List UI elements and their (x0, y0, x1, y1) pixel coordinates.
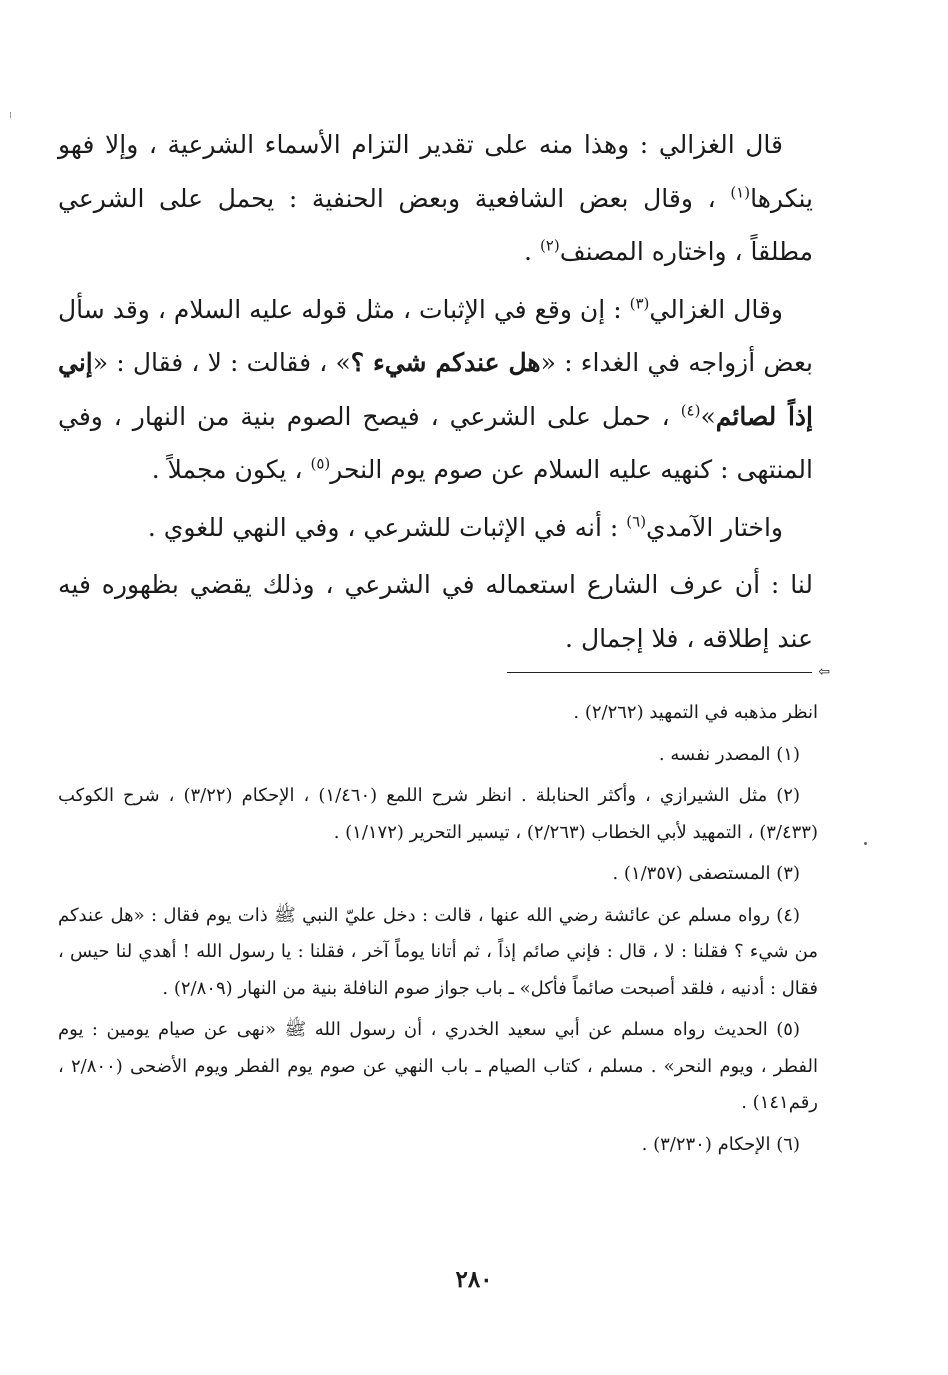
paragraph-text: وقال الغزالي (649, 294, 783, 324)
footnote-6: (٦) الإحكام (٣/٢٣٠) . (641, 1133, 800, 1155)
footnote-ref-2[interactable]: (٢) (539, 236, 560, 255)
paragraph-text: ، يكون مجملاً . (151, 455, 311, 484)
scan-mark (10, 112, 11, 118)
footnote-4: (٤) رواه مسلم عن عائشة رضي الله عنها ، قالت : دخل عليّ النبي ﷺ ذات يوم فقال : «هل عندكم من شيء ؟ فقلنا : لا ، قال : فإني صائم إذاً ، ثم أتانا يوماً آخر ، فقلنا : يا رسول الله ! أهدي لنا حيس ، فقال : أدنيه ، فلقد أصبحت صائماً فأكل» ـ باب جواز صوم النافلة بنية من النهار (٢/٨٠٩) . (58, 904, 818, 999)
paragraph-text: لنا : أن عرف الشارع استعماله في الشرعي ، وذلك يقضي بظهوره فيه عند إطلاقه ، فلا إجمال . (58, 570, 813, 653)
footnote-ref-3[interactable]: (٣) (629, 294, 650, 313)
separator-line (507, 672, 812, 673)
scan-dot (864, 842, 867, 845)
footnote-2: (٢) مثل الشيرازي ، وأكثر الحنابلة . انظر شرح اللمع (١/٤٦٠) ، الإحكام (٣/٢٢) ، شرح الكوكب (٣/٤٣٣) ، التمهيد لأبي الخطاب (٢/٢٦٣) ، تيسير التحرير (١/١٧٢) . (58, 785, 818, 843)
paragraph-text: ، وقال بعض الشافعية وبعض الحنفية : يحمل على الشرعي مطلقاً ، واختاره المصنف (58, 183, 813, 266)
paragraph-text: . (524, 237, 540, 266)
paragraph-text: : إن وقع في الإثبات ، مثل قوله عليه السلام ، وقد سأل بعض أزواجه في الغداء : « (58, 294, 814, 377)
footnote-ref-6[interactable]: (٦) (626, 512, 647, 531)
paragraph-text: واختار الآمدي (646, 512, 783, 542)
footnote-3: (٣) المستصفى (١/٣٥٧) . (612, 863, 800, 884)
paragraph-text: ، حمل على الشرعي ، فيصح الصوم بنية من النهار ، وفي المنتهى : كنهيه عليه السلام عن صوم يوم النحر (58, 401, 813, 484)
footnote-ref-5[interactable]: (٥) (310, 454, 331, 473)
hadith-quote: هل عندكم شيء ؟ (350, 348, 541, 377)
hadith-quote: إني إذاً لصائم (58, 348, 813, 431)
page-number: ٢٨٠ (455, 1266, 493, 1293)
paragraph-text: » (700, 401, 716, 431)
paragraph-amidi-view (58, 501, 813, 555)
paragraph-text: » ، فقالت : لا ، فقال : « (92, 348, 351, 377)
footnote-separator (505, 662, 830, 682)
footnote-intro: انظر مذهبه في التمهيد (٢/٢٦٢) . (573, 702, 818, 723)
footnote-1: (١) المصدر نفسه . (658, 743, 800, 765)
paragraph-ghazali-affirmation (58, 283, 813, 497)
paragraph-argument (58, 558, 813, 665)
paragraph-text: قال الغزالي : وهذا منه على تقدير التزام الأسماء الشرعية ، وإلا فهو ينكرها (58, 130, 813, 213)
main-text-body (58, 118, 813, 669)
footnote-ref-1[interactable]: (١) (730, 183, 751, 202)
footnotes-section (58, 695, 818, 1168)
footnote-5: (٥) الحديث رواه مسلم عن أبي سعيد الخدري ، أن رسول الله ﷺ «نهى عن صيام يومين : يوم الفطر ، ويوم النحر» . مسلم ، كتاب الصيام ـ باب النهي عن صوم يوم الفطر ويوم الأضحى (٢/٨٠٠ ، رقم١٤١) . (58, 1019, 819, 1113)
paragraph-text: : أنه في الإثبات للشرعي ، وفي النهي للغوي . (147, 512, 627, 542)
arrow-left-icon: ⇦ (818, 664, 830, 680)
footnote-ref-4[interactable]: (٤) (680, 401, 701, 420)
paragraph-ghazali-view (58, 118, 813, 279)
